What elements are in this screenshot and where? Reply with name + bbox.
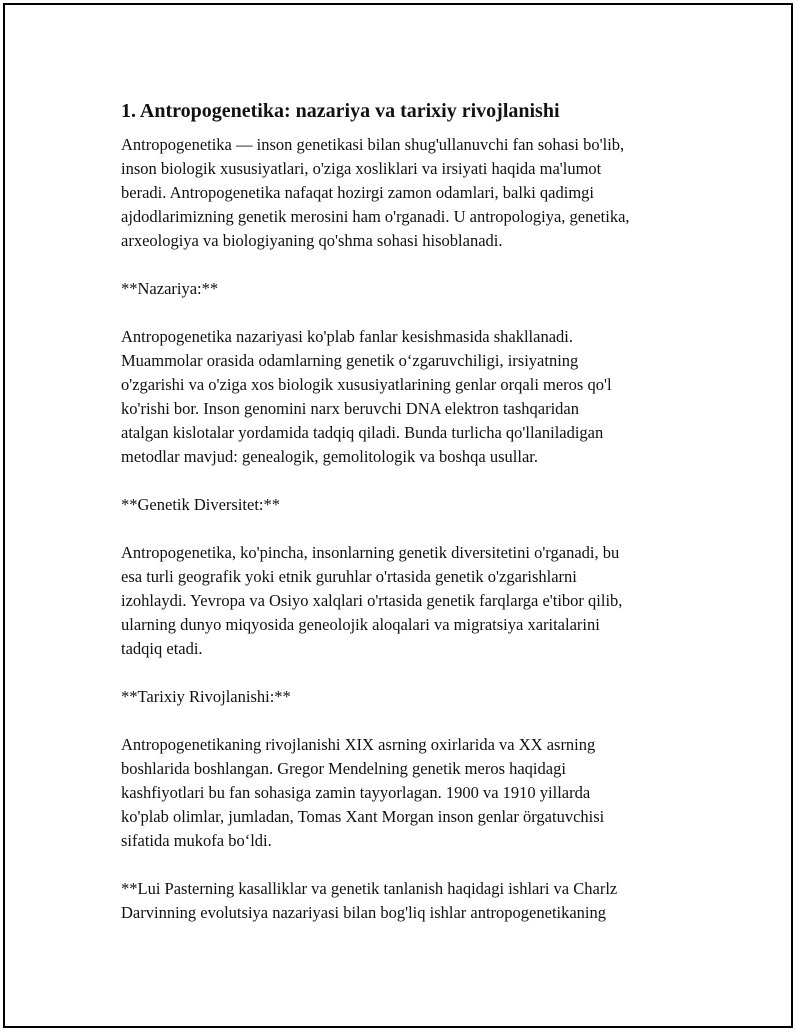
nazariya-paragraph — [121, 325, 701, 469]
page-frame — [3, 3, 793, 1028]
tarixiy-line: boshlarida boshlangan. Gregor Mendelning genetik meros haqidagi — [121, 759, 566, 778]
pasteur-line: **Lui Pasterning kasalliklar va genetik tanlanish haqidagi ishlari va Charlz — [121, 879, 618, 898]
tarixiy-line: ko'plab olimlar, jumladan, Tomas Xant Morgan inson genlar örgatuvchisi — [121, 807, 605, 826]
intro-line: Antropogenetika — inson genetikasi bilan shug'ullanuvchi fan sohasi bo'lib, — [121, 135, 625, 154]
tarixiy-line: kashfiyotlari bu fan sohasiga zamin tayyorlagan. 1900 va 1910 yillarda — [121, 783, 591, 802]
document-body — [121, 97, 701, 949]
nazariya-line: Antropogenetika nazariyasi ko'plab fanlar kesishmasida shakllanadi. — [121, 327, 573, 346]
tarixiy-heading: **Tarixiy Rivojlanishi:** — [121, 687, 291, 706]
diversitet-line: esa turli geografik yoki etnik guruhlar o'rtasida genetik o'zgarishlarni — [121, 567, 577, 586]
nazariya-heading: **Nazariya:** — [121, 279, 219, 298]
intro-paragraph — [121, 133, 701, 253]
tarixiy-line: sifatida mukofa bo‘ldi. — [121, 831, 272, 850]
intro-line: arxeologiya va biologiyaning qo'shma sohasi hisoblanadi. — [121, 231, 503, 250]
tarixiy-paragraph — [121, 733, 701, 853]
intro-line: beradi. Antropogenetika nafaqat hozirgi zamon odamlari, balki qadimgi — [121, 183, 595, 202]
diversitet-line: tadqiq etadi. — [121, 639, 203, 658]
diversitet-line: Antropogenetika, ko'pincha, insonlarning genetik diversitetini o'rganadi, bu — [121, 543, 620, 562]
intro-line: ajdodlarimizning genetik merosini ham o'rganadi. U antropologiya, genetika, — [121, 207, 630, 226]
nazariya-line: metodlar mavjud: genealogik, gemolitologik va boshqa usullar. — [121, 447, 539, 466]
nazariya-line: atalgan kislotalar yordamida tadqiq qiladi. Bunda turlicha qo'llaniladigan — [121, 423, 604, 442]
pasteur-paragraph — [121, 877, 701, 925]
diversitet-paragraph — [121, 541, 701, 661]
tarixiy-line: Antropogenetikaning rivojlanishi XIX asrning oxirlarida va XX asrning — [121, 735, 596, 754]
nazariya-line: o'zgarishi va o'ziga xos biologik xususiyatlarining genlar orqali meros qo'l — [121, 375, 612, 394]
document-title: 1. Antropogenetika: nazariya va tarixiy rivojlanishi — [121, 100, 560, 122]
pasteur-line: Darvinning evolutsiya nazariyasi bilan bog'liq ishlar antropogenetikaning — [121, 903, 607, 922]
diversitet-line: ularning dunyo miqyosida geneolojik aloqalari va migratsiya xaritalarini — [121, 615, 600, 634]
nazariya-line: Muammolar orasida odamlarning genetik o‘zgaruvchiligi, irsiyatning — [121, 351, 579, 370]
nazariya-line: ko'rishi bor. Inson genomini narx beruvchi DNA elektron tashqaridan — [121, 399, 580, 418]
diversitet-line: izohlaydi. Yevropa va Osiyo xalqlari o'rtasida genetik farqlarga e'tibor qilib, — [121, 591, 623, 610]
diversitet-heading: **Genetik Diversitet:** — [121, 495, 281, 514]
intro-line: inson biologik xususiyatlari, o'ziga xosliklari va irsiyati haqida ma'lumot — [121, 159, 602, 178]
